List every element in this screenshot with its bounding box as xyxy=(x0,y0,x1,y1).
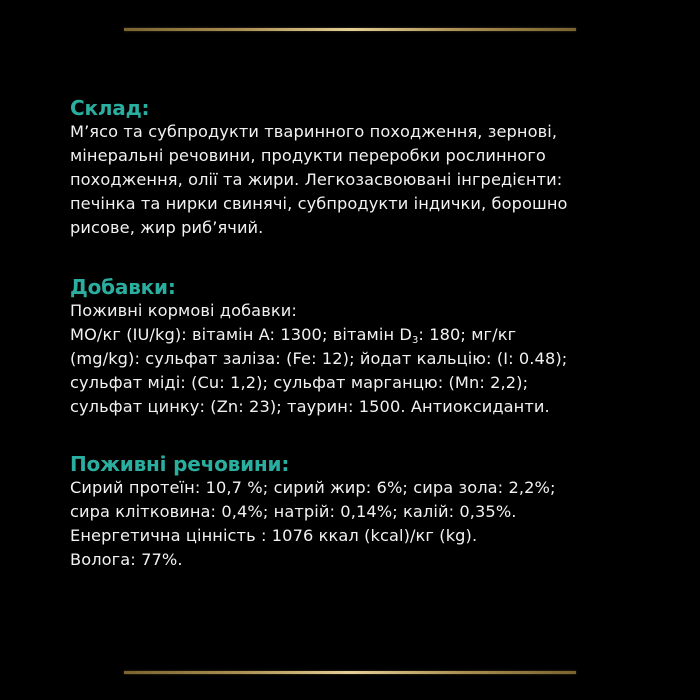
nutrients-section xyxy=(70,452,670,572)
vitamin-d-subscript: 3 xyxy=(411,335,419,346)
nutrients-line: Енергетична цінність : 1076 ккал (kcal)/кг (kg). xyxy=(70,526,478,545)
composition-line: М’ясо та субпродукти тваринного походження, зернові, xyxy=(70,122,558,141)
additives-section xyxy=(70,275,670,419)
additives-line: (mg/kg): сульфат заліза: (Fe: 12); йодат кальцію: (I: 0.48); xyxy=(70,349,568,368)
nutrients-line: сира клітковина: 0,4%; натрій: 0,14%; калій: 0,35%. xyxy=(70,502,517,521)
nutrients-heading: Поживні речовини: xyxy=(70,452,290,476)
composition-line: походження, олії та жири. Легкозасвоювані інгредієнти: xyxy=(70,170,563,189)
additives-line: сульфат міді: (Cu: 1,2); сульфат марганцю: (Mn: 2,2); xyxy=(70,373,529,392)
additives-line: сульфат цинку: (Zn: 23); таурин: 1500. Антиоксиданти. xyxy=(70,397,550,416)
composition-line: рисове, жир риб’ячий. xyxy=(70,218,264,237)
top-gold-divider xyxy=(124,28,576,31)
composition-line: мінеральні речовини, продукти переробки рослинного xyxy=(70,146,546,165)
composition-line: печінка та нирки свинячі, субпродукти індички, борошно xyxy=(70,194,568,213)
additives-line-vitamins xyxy=(70,323,670,347)
composition-section xyxy=(70,96,670,240)
nutrients-line: Сирий протеїн: 10,7 %; сирий жир: 6%; сира зола: 2,2%; xyxy=(70,478,556,497)
bottom-gold-divider xyxy=(124,671,576,674)
additives-heading: Добавки: xyxy=(70,275,176,299)
additives-line: Поживні кормові добавки: xyxy=(70,301,297,320)
vitamins-text: МО/кг (IU/kg): вітамін A: 1300; вітамін D xyxy=(70,325,412,344)
composition-heading: Склад: xyxy=(70,96,150,120)
vitamins-text-end: : 180; мг/кг xyxy=(418,325,517,344)
nutrients-line: Волога: 77%. xyxy=(70,550,183,569)
